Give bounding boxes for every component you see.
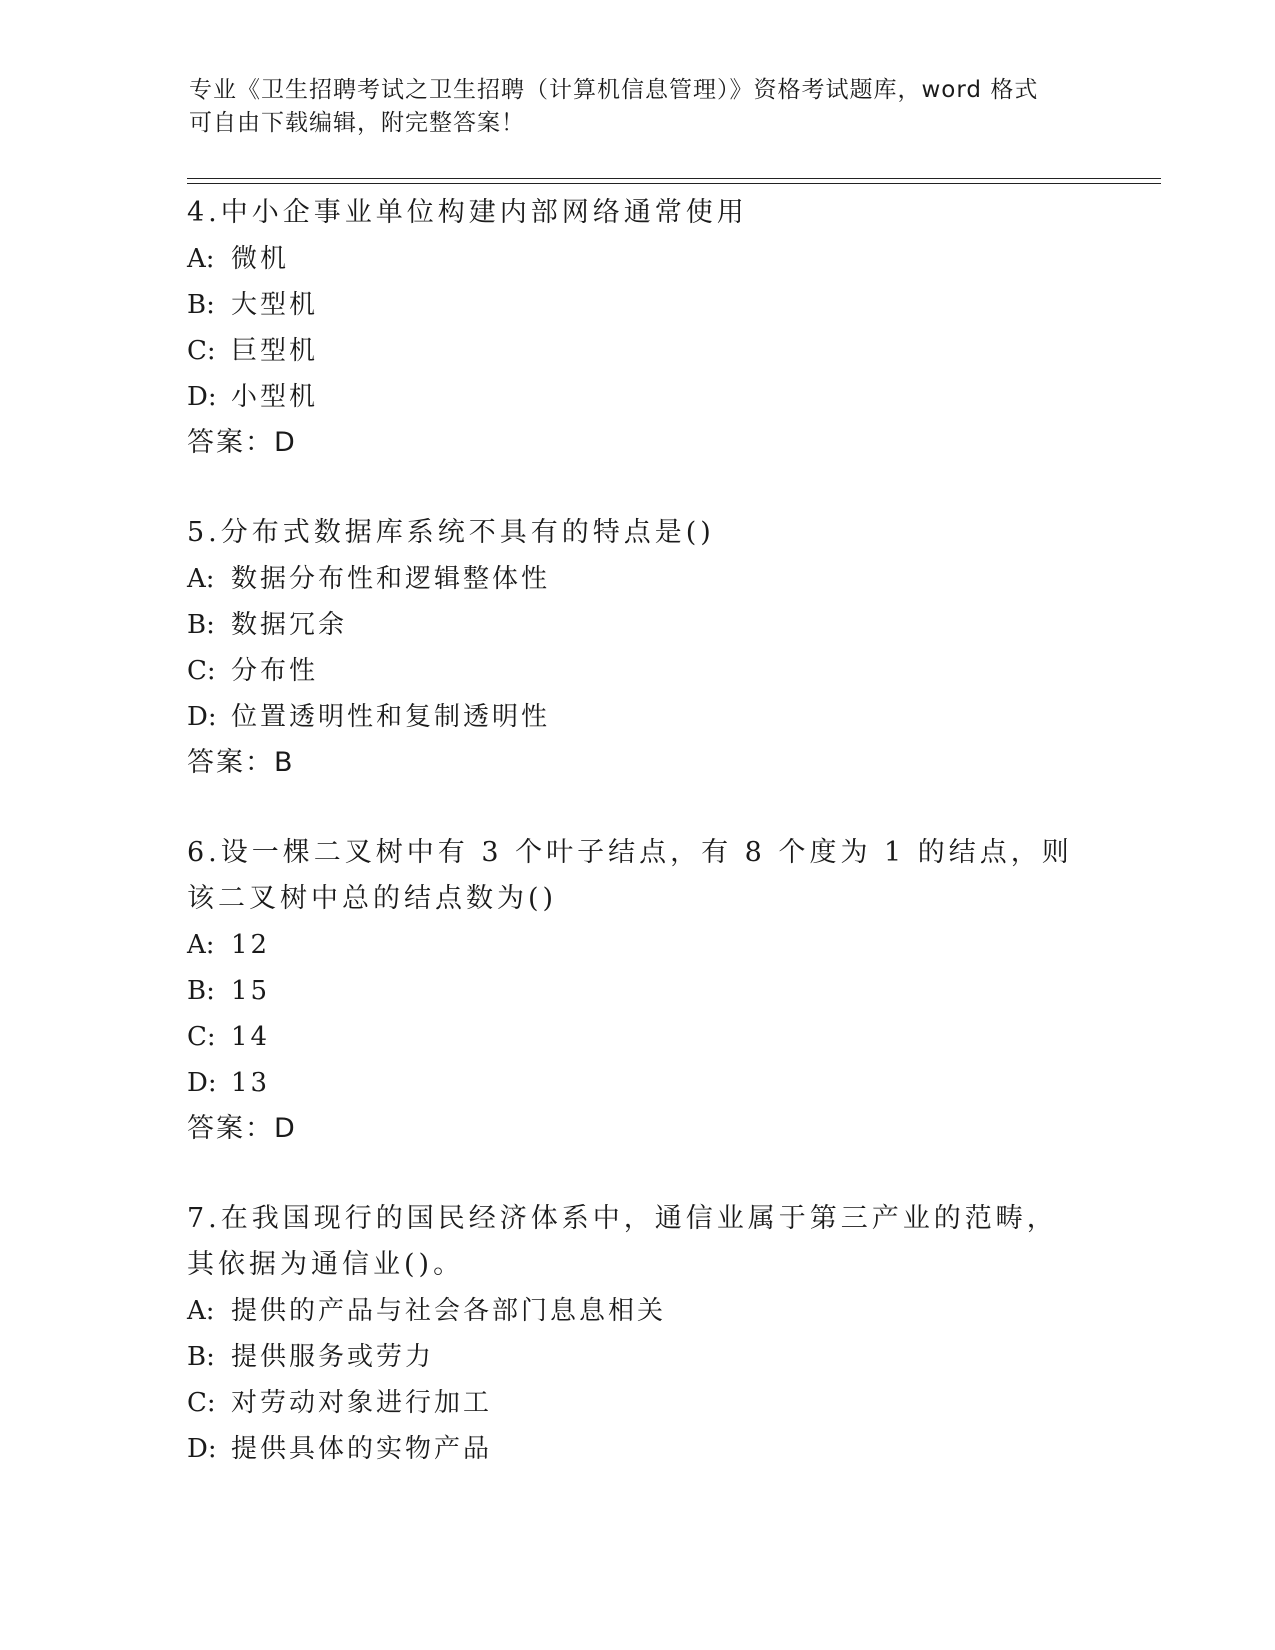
option-d	[187, 1426, 1087, 1472]
option-key: C:	[187, 336, 216, 366]
option-text: 12	[231, 930, 271, 960]
option-key: D:	[187, 1434, 217, 1464]
option-c	[187, 648, 1087, 694]
option-key: C:	[187, 656, 216, 686]
option-key: D:	[187, 1068, 217, 1098]
option-text: 提供的产品与社会各部门息息相关	[231, 1296, 667, 1326]
option-b	[187, 602, 1087, 648]
option-key: B:	[187, 610, 215, 640]
option-key: A:	[187, 564, 215, 594]
option-b	[187, 968, 1087, 1014]
option-key: B:	[187, 290, 215, 320]
option-key: B:	[187, 976, 215, 1006]
header-line-2: 可自由下载编辑，附完整答案！	[189, 110, 525, 136]
option-key: C:	[187, 1388, 216, 1418]
document-header	[189, 74, 1089, 140]
header-line-1: 专业《卫生招聘考试之卫生招聘（计算机信息管理）》资格考试题库，word 格式	[189, 77, 1039, 103]
option-key: A:	[187, 1296, 215, 1326]
option-b	[187, 282, 1087, 328]
option-d	[187, 1060, 1087, 1106]
option-text: 分布性	[231, 656, 319, 686]
option-a	[187, 236, 1087, 282]
question-item	[187, 830, 1087, 1152]
question-text: 6.设一棵二叉树中有 3 个叶子结点，有 8 个度为 1 的结点，则该二叉树中总的结点数为()	[187, 837, 1073, 914]
question-list	[187, 190, 1087, 1472]
spacer	[187, 466, 1087, 510]
option-d	[187, 374, 1087, 420]
question-text: 5.分布式数据库系统不具有的特点是()	[187, 517, 715, 548]
option-text: 数据冗余	[231, 610, 348, 640]
option-text: 对劳动对象进行加工	[231, 1388, 493, 1418]
option-a	[187, 1288, 1087, 1334]
option-c	[187, 1380, 1087, 1426]
option-text: 15	[231, 976, 271, 1006]
option-key: A:	[187, 244, 215, 274]
option-key: A:	[187, 930, 215, 960]
option-text: 微机	[231, 244, 290, 274]
option-text: 小型机	[231, 382, 319, 412]
option-text: 大型机	[231, 290, 319, 320]
option-key: C:	[187, 1022, 216, 1052]
option-key: D:	[187, 382, 217, 412]
option-text: 14	[231, 1022, 271, 1052]
option-d	[187, 694, 1087, 740]
question-item	[187, 510, 1087, 786]
answer-line: 答案：B	[187, 747, 295, 778]
option-key: D:	[187, 702, 217, 732]
answer-line: 答案：D	[187, 427, 297, 458]
option-text: 数据分布性和逻辑整体性	[231, 564, 551, 594]
option-c	[187, 1014, 1087, 1060]
option-text: 提供服务或劳力	[231, 1342, 435, 1372]
spacer	[187, 1152, 1087, 1196]
option-text: 位置透明性和复制透明性	[231, 702, 551, 732]
answer-line: 答案：D	[187, 1113, 297, 1144]
question-text: 4.中小企事业单位构建内部网络通常使用	[187, 197, 748, 228]
option-text: 13	[231, 1068, 271, 1098]
option-b	[187, 1334, 1087, 1380]
question-item	[187, 190, 1087, 466]
option-a	[187, 922, 1087, 968]
option-c	[187, 328, 1087, 374]
option-text: 巨型机	[231, 336, 319, 366]
option-a	[187, 556, 1087, 602]
question-text: 7.在我国现行的国民经济体系中，通信业属于第三产业的范畴，其依据为通信业()。	[187, 1203, 1058, 1280]
header-divider	[187, 178, 1161, 184]
question-item	[187, 1196, 1087, 1472]
spacer	[187, 786, 1087, 830]
option-text: 提供具体的实物产品	[231, 1434, 493, 1464]
option-key: B:	[187, 1342, 215, 1372]
